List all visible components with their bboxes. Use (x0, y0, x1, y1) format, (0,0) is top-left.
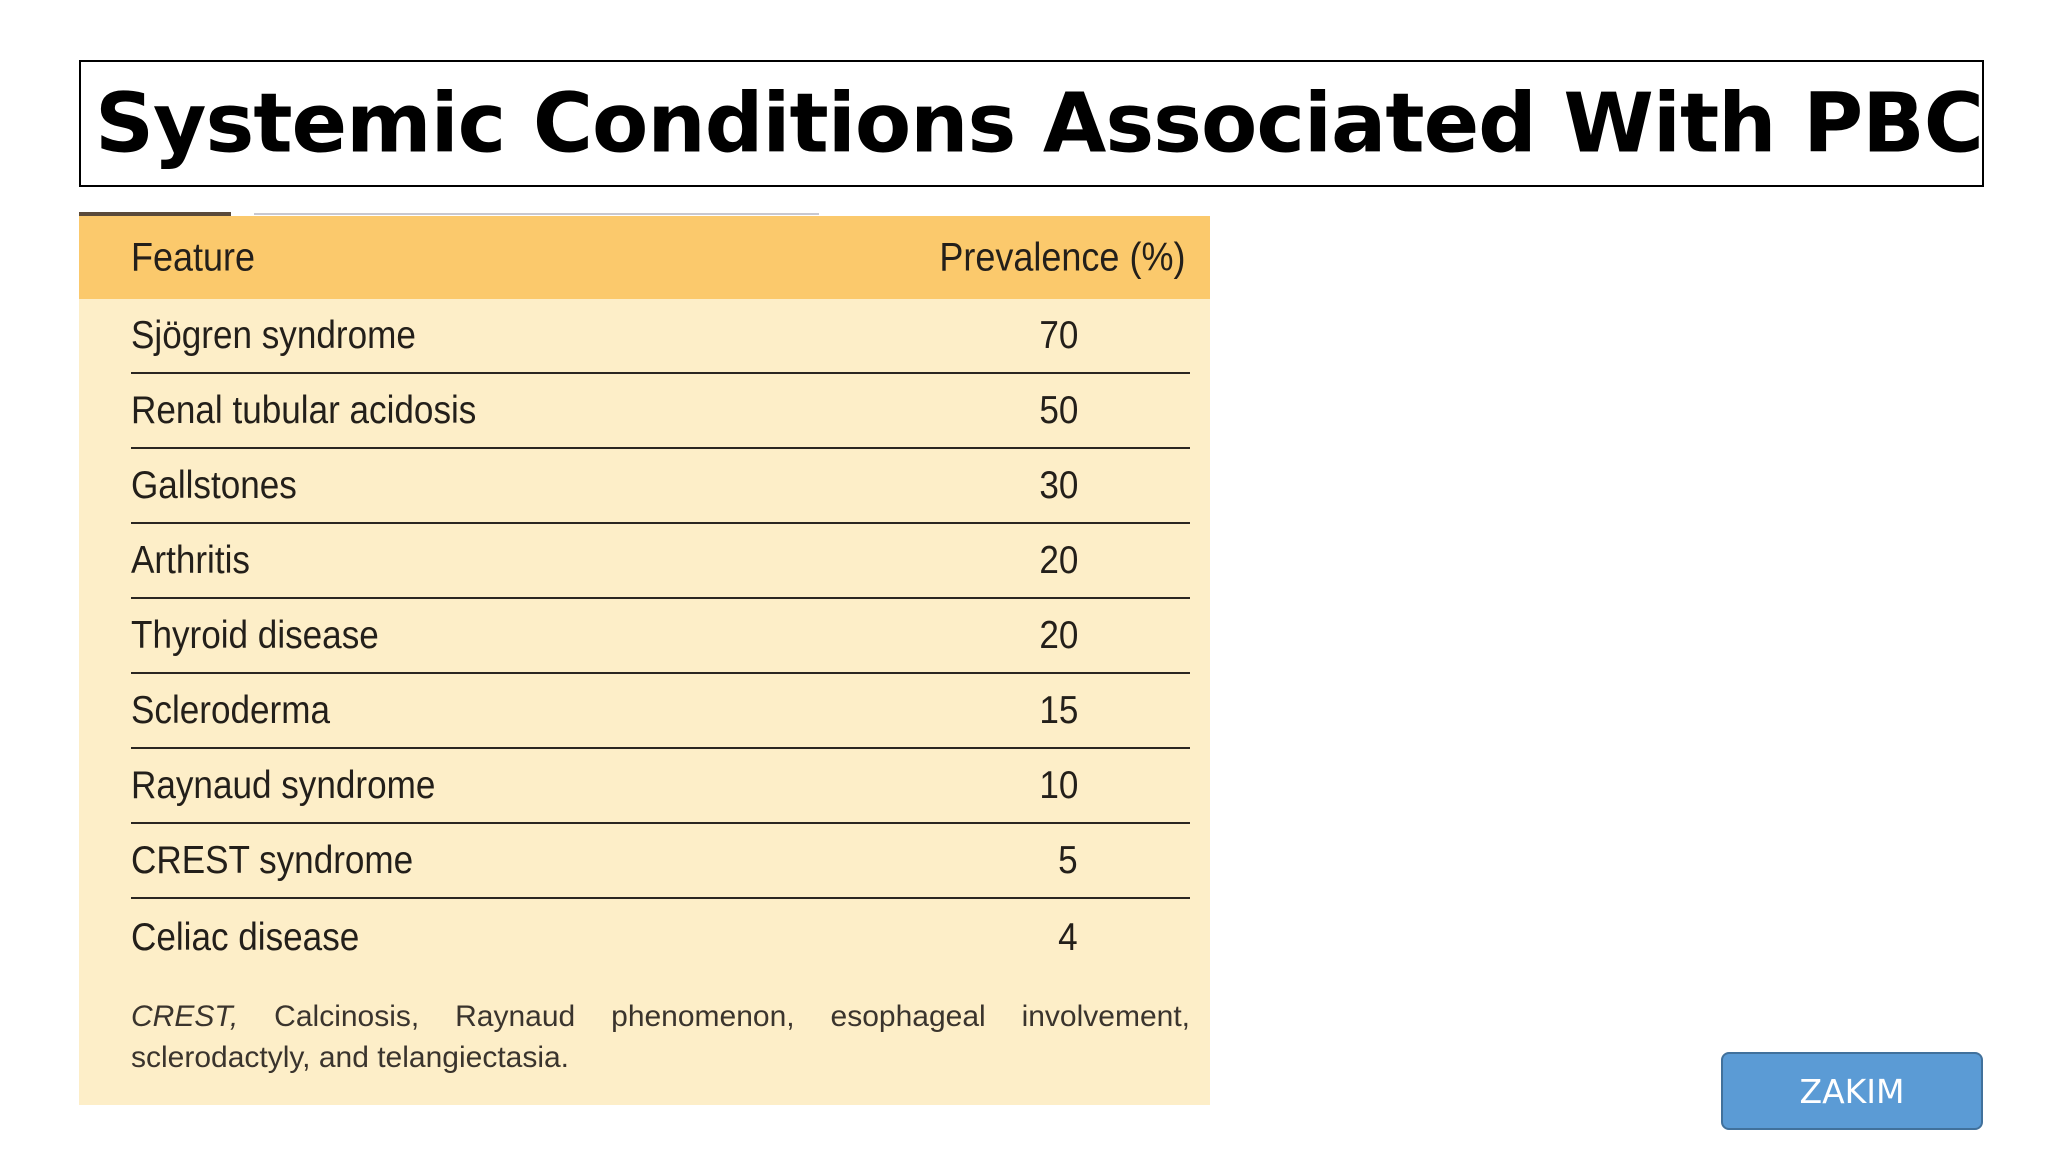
cell-feature: CREST syndrome (131, 839, 414, 882)
cell-prevalence: 20 (1038, 539, 1078, 582)
cell-feature: Raynaud syndrome (131, 764, 436, 807)
table-row (131, 299, 1190, 374)
slide-title-box (79, 60, 1984, 187)
header-feature: Feature (131, 235, 256, 279)
tab-mark-light (254, 213, 819, 215)
cell-prevalence: 20 (1038, 614, 1078, 657)
cell-prevalence: 4 (1058, 916, 1078, 959)
footnote-abbreviation: CREST, (131, 1000, 239, 1033)
table-row (131, 374, 1190, 449)
table-row (131, 824, 1190, 899)
cell-feature: Scleroderma (131, 689, 330, 732)
table-header (79, 216, 1210, 299)
table-footnote (131, 996, 1190, 1078)
table-row (131, 449, 1190, 524)
cell-feature: Sjögren syndrome (131, 314, 416, 357)
cell-prevalence: 10 (1038, 764, 1078, 807)
table-row (131, 599, 1190, 674)
cell-prevalence: 50 (1038, 389, 1078, 432)
prevalence-table (79, 216, 1210, 1105)
cell-feature: Arthritis (131, 539, 250, 582)
cell-prevalence: 70 (1038, 314, 1078, 357)
cell-feature: Thyroid disease (131, 614, 379, 657)
cell-prevalence: 15 (1038, 689, 1078, 732)
table-row (131, 899, 1190, 974)
cell-prevalence: 30 (1038, 464, 1078, 507)
footnote-text: Calcinosis, Raynaud phenomenon, esophageal involvement, sclerodactyly, and telangiectasia. (131, 1000, 1190, 1074)
table-row (131, 749, 1190, 824)
zakim-button[interactable]: ZAKIM (1721, 1052, 1983, 1130)
cell-feature: Renal tubular acidosis (131, 389, 477, 432)
slide-title: Systemic Conditions Associated With PBC (95, 76, 1983, 171)
cell-feature: Celiac disease (131, 916, 360, 959)
cell-feature: Gallstones (131, 464, 297, 507)
table-row (131, 674, 1190, 749)
table-body (131, 299, 1190, 974)
header-prevalence: Prevalence (%) (938, 235, 1185, 279)
table-row (131, 524, 1190, 599)
cell-prevalence: 5 (1058, 839, 1078, 882)
